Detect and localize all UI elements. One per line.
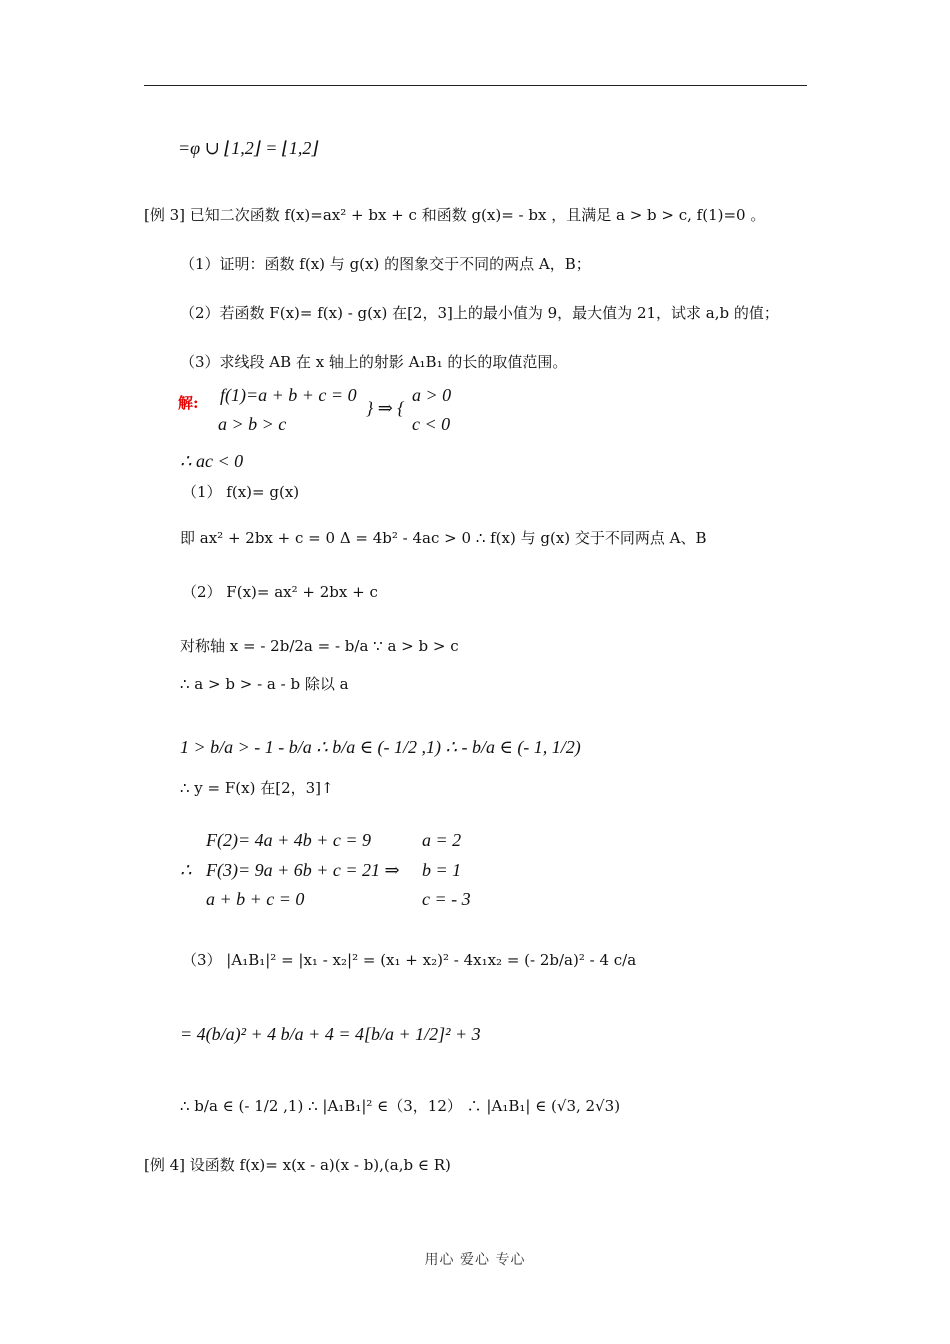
question-2: （2）若函数 F(x)= f(x) - g(x) 在[2，3]上的最小值为 9，最大值为 21，试求 a,b 的值； (180, 304, 779, 322)
implies-brace: } ⇒ { (366, 398, 405, 418)
axis-line: 对称轴 x = - 2b/2a = - b/a ∵ a > b > c (180, 637, 459, 655)
system2-result-c: c = - 3 (422, 889, 471, 909)
example-3-statement: [例 3] 已知二次函数 f(x)=ax² + bx + c 和函数 g(x)= - bx ，且满足 a > b > c, f(1)=0 。 (144, 206, 766, 224)
system2-line-2: F(3)= 9a + 6b + c = 21 ⇒ (206, 860, 400, 880)
question-3: （3）求线段 AB 在 x 轴上的射影 A₁B₁ 的长的取值范围。 (180, 353, 568, 371)
part-3-equation: （3） |A₁B₁|² = |x₁ - x₂|² = (x₁ + x₂)² - 4x₁x₂ = (- 2b/a)² - 4 c/a (182, 951, 637, 969)
header-rule (144, 85, 807, 86)
system2-result-a: a = 2 (422, 830, 462, 850)
ac-line: ∴ ac < 0 (180, 451, 244, 471)
page-footer: 用心 爱心 专心 (424, 1252, 526, 1268)
equation-line: =φ ∪ ⌊1,2⌋ = ⌊1,2⌋ (178, 138, 319, 158)
system-line-2: a > b > c (218, 414, 287, 434)
part-2-equation: （2） F(x)= ax² + 2bx + c (182, 583, 378, 601)
discriminant-line: 即 ax² + 2bx + c = 0 Δ = 4b² - 4ac > 0 ∴ f(x) 与 g(x) 交于不同两点 A、B (180, 529, 707, 547)
monotonic-line: ∴ y = F(x) 在[2，3]↑ (180, 779, 334, 797)
system2-line-1: F(2)= 4a + 4b + c = 9 (206, 830, 372, 850)
part-1-equation: （1） f(x)= g(x) (182, 483, 300, 501)
result-a: a > 0 (412, 385, 452, 405)
completing-square-line: = 4(b/a)² + 4 b/a + 4 = 4[b/a + 1/2]² + 3 (180, 1024, 481, 1044)
ratio-range-line: 1 > b/a > - 1 - b/a ∴ b/a ∈ (- 1/2 ,1) ∴ - b/a ∈ (- 1, 1/2) (180, 737, 581, 757)
therefore-symbol: ∴ (180, 860, 192, 880)
result-c: c < 0 (412, 414, 451, 434)
question-1: （1）证明：函数 f(x) 与 g(x) 的图象交于不同的两点 A，B； (180, 255, 591, 273)
example-4-statement: [例 4] 设函数 f(x)= x(x - a)(x - b),(a,b ∈ R) (144, 1156, 451, 1174)
final-range-line: ∴ b/a ∈ (- 1/2 ,1) ∴ |A₁B₁|² ∈（3，12） ∴ |A₁B₁| ∈ (√3, 2√3) (180, 1097, 621, 1115)
inequality-line: ∴ a > b > - a - b 除以 a (180, 675, 349, 693)
system2-line-3: a + b + c = 0 (206, 889, 305, 909)
system-line-1: f(1)=a + b + c = 0 (220, 385, 357, 405)
system2-result-b: b = 1 (422, 860, 462, 880)
solution-label: 解: (178, 394, 199, 412)
